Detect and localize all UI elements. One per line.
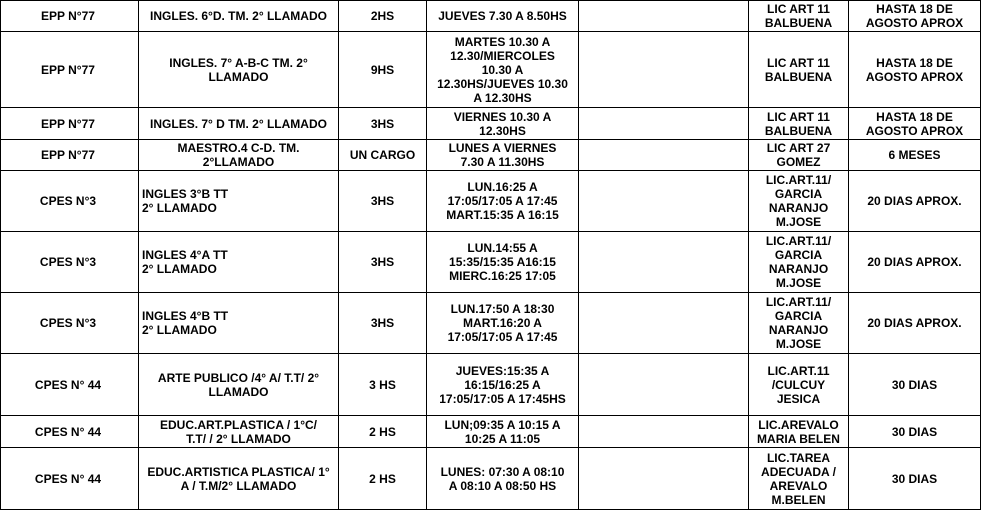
duration-cell: 30 DIAS — [849, 416, 981, 448]
hours-cell: 2HS — [339, 1, 427, 32]
school-cell: EPP N°77 — [1, 108, 139, 140]
subject-cell: INGLES. 7° D TM. 2° LLAMADO — [139, 108, 339, 140]
table-row — [1, 32, 981, 108]
table-row — [1, 1, 981, 32]
hours-cell: 3HS — [339, 293, 427, 354]
subject-cell: INGLES 3°B TT 2° LLAMADO — [139, 171, 339, 232]
schedule-cell: LUN.16:25 A 17:05/17:05 A 17:45 MART.15:35 A 16:15 — [427, 171, 579, 232]
duration-cell: 20 DIAS APROX. — [849, 171, 981, 232]
reason-cell: LIC ART 11 BALBUENA — [749, 1, 849, 32]
school-cell: CPES N° 44 — [1, 354, 139, 416]
school-cell: EPP N°77 — [1, 32, 139, 108]
hours-cell: 3HS — [339, 108, 427, 140]
subject-cell: EDUC.ART.PLASTICA / 1°C/ T.T/ / 2° LLAMADO — [139, 416, 339, 448]
subject-cell: ARTE PUBLICO /4° A/ T.T/ 2° LLAMADO — [139, 354, 339, 416]
reason-cell: LIC ART 27 GOMEZ — [749, 140, 849, 171]
subject-cell: INGLES 4°A TT 2° LLAMADO — [139, 232, 339, 293]
table-row — [1, 416, 981, 448]
hours-cell: 2 HS — [339, 448, 427, 510]
schedule-cell: LUNES A VIERNES 7.30 A 11.30HS — [427, 140, 579, 171]
schedule-cell: JUEVES 7.30 A 8.50HS — [427, 1, 579, 32]
duration-cell: HASTA 18 DE AGOSTO APROX — [849, 1, 981, 32]
school-cell: CPES N° 44 — [1, 416, 139, 448]
hours-cell: 9HS — [339, 32, 427, 108]
table-row — [1, 171, 981, 232]
table-row — [1, 108, 981, 140]
school-cell: CPES N°3 — [1, 232, 139, 293]
hours-cell: 2 HS — [339, 416, 427, 448]
duration-cell: 30 DIAS — [849, 354, 981, 416]
empty-cell — [579, 1, 749, 32]
duration-cell: 30 DIAS — [849, 448, 981, 510]
empty-cell — [579, 32, 749, 108]
school-cell: EPP N°77 — [1, 140, 139, 171]
subject-cell: INGLES. 6°D. TM. 2° LLAMADO — [139, 1, 339, 32]
empty-cell — [579, 232, 749, 293]
reason-cell: LIC.ART.11/ GARCIA NARANJO M.JOSE — [749, 171, 849, 232]
table-row — [1, 140, 981, 171]
table-row — [1, 448, 981, 510]
empty-cell — [579, 448, 749, 510]
empty-cell — [579, 140, 749, 171]
reason-cell: LIC.ART.11/ GARCIA NARANJO M.JOSE — [749, 232, 849, 293]
schedule-cell: LUN.17:50 A 18:30 MART.16:20 A 17:05/17:05 A 17:45 — [427, 293, 579, 354]
duration-cell: 20 DIAS APROX. — [849, 293, 981, 354]
hours-cell: 3HS — [339, 171, 427, 232]
hours-cell: 3 HS — [339, 354, 427, 416]
duration-cell: HASTA 18 DE AGOSTO APROX — [849, 32, 981, 108]
reason-cell: LIC.TAREA ADECUADA / AREVALO M.BELEN — [749, 448, 849, 510]
schedule-cell: JUEVES:15:35 A 16:15/16:25 A 17:05/17:05 A 17:45HS — [427, 354, 579, 416]
subject-cell: EDUC.ARTISTICA PLASTICA/ 1° A / T.M/2° LLAMADO — [139, 448, 339, 510]
reason-cell: LIC.AREVALO MARIA BELEN — [749, 416, 849, 448]
school-cell: EPP N°77 — [1, 1, 139, 32]
school-cell: CPES N° 44 — [1, 448, 139, 510]
table-row — [1, 293, 981, 354]
subject-cell: INGLES 4°B TT 2° LLAMADO — [139, 293, 339, 354]
subject-cell: MAESTRO.4 C-D. TM. 2°LLAMADO — [139, 140, 339, 171]
empty-cell — [579, 354, 749, 416]
duration-cell: HASTA 18 DE AGOSTO APROX — [849, 108, 981, 140]
reason-cell: LIC.ART.11/ GARCIA NARANJO M.JOSE — [749, 293, 849, 354]
table-row — [1, 354, 981, 416]
schedule-cell: VIERNES 10.30 A 12.30HS — [427, 108, 579, 140]
hours-cell: UN CARGO — [339, 140, 427, 171]
school-cell: CPES N°3 — [1, 171, 139, 232]
duration-cell: 6 MESES — [849, 140, 981, 171]
schedule-cell: LUN;09:35 A 10:15 A 10:25 A 11:05 — [427, 416, 579, 448]
duration-cell: 20 DIAS APROX. — [849, 232, 981, 293]
schedule-cell: LUNES: 07:30 A 08:10 A 08:10 A 08:50 HS — [427, 448, 579, 510]
table-row — [1, 232, 981, 293]
reason-cell: LIC ART 11 BALBUENA — [749, 32, 849, 108]
hours-cell: 3HS — [339, 232, 427, 293]
reason-cell: LIC ART 11 BALBUENA — [749, 108, 849, 140]
reason-cell: LIC.ART.11 /CULCUY JESICA — [749, 354, 849, 416]
schedule-cell: LUN.14:55 A 15:35/15:35 A16:15 MIERC.16:25 17:05 — [427, 232, 579, 293]
subject-cell: INGLES. 7° A-B-C TM. 2° LLAMADO — [139, 32, 339, 108]
empty-cell — [579, 171, 749, 232]
empty-cell — [579, 108, 749, 140]
school-cell: CPES N°3 — [1, 293, 139, 354]
empty-cell — [579, 416, 749, 448]
empty-cell — [579, 293, 749, 354]
schedule-cell: MARTES 10.30 A 12.30/MIERCOLES 10.30 A 12.30HS/JUEVES 10.30 A 12.30HS — [427, 32, 579, 108]
